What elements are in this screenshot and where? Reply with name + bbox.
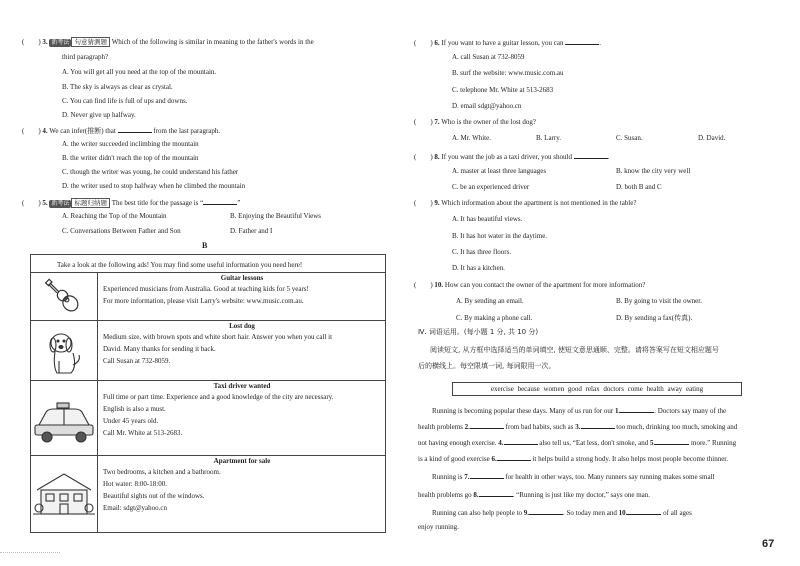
instructions-line-1: 阅读短文, 从方框中选择适当的单词填空, 使短文意思通顺、完整。请将答案写在短文相应题号 bbox=[430, 346, 719, 354]
taxi-icon bbox=[31, 381, 97, 456]
ads-intro: Take a look at the following ads! You may find some useful information you need here! bbox=[57, 261, 303, 269]
page-number: 67 bbox=[762, 538, 775, 550]
question-7: ( ) 7. Who is the owner of the lost dog? bbox=[414, 118, 536, 126]
q8-option-d: D. both B and C bbox=[616, 183, 662, 191]
q4-option-c: C. though the writer was young, he could understand his father bbox=[62, 168, 239, 176]
house-icon bbox=[31, 456, 97, 533]
answer-blank[interactable] bbox=[470, 471, 504, 479]
q7-option-a: A. Mr. White. bbox=[452, 134, 491, 142]
q3-option-b: B. The sky is always as clear as crystal. bbox=[62, 83, 173, 91]
ad-title: Taxi driver wanted bbox=[213, 382, 271, 390]
q9-option-b: B. It has hot water in the daytime. bbox=[452, 232, 548, 240]
tag-label: 标题归纳题 bbox=[71, 198, 110, 208]
answer-blank[interactable] bbox=[203, 197, 237, 205]
new-exam-tag: 新考法 bbox=[51, 200, 70, 207]
instructions-line-2: 后的横线上。每空限填一词, 每词限用一次。 bbox=[418, 362, 556, 370]
question-3-cont: third paragraph? bbox=[62, 53, 109, 61]
tag-label: 句意猜测题 bbox=[71, 37, 110, 47]
passage-line: is a kind of good exercise 6. it helps build a strong body. It also helps most people become thinner. bbox=[418, 455, 728, 463]
answer-blank[interactable] bbox=[497, 453, 531, 461]
ads-table bbox=[30, 254, 386, 533]
word-bank: exercise because women good relax doctors come health away eating bbox=[452, 382, 742, 396]
question-10: ( ) 10. How can you contact the owner of the apartment for more information? bbox=[414, 281, 646, 289]
answer-blank[interactable] bbox=[118, 125, 152, 133]
passage-line: Running is becoming popular these days. Many of us run for our 1. . Doctors say many of the bbox=[432, 407, 727, 415]
question-5: ( ) 5. 新考法 标题归纳题 The best title for the passage is “ ” bbox=[22, 199, 241, 207]
q3-option-c: C. You can find life is full of ups and downs. bbox=[62, 97, 188, 105]
dog-icon bbox=[31, 321, 97, 381]
q7-option-c: C. Susan. bbox=[616, 134, 643, 142]
q9-option-d: D. It has a kitchen. bbox=[452, 264, 505, 272]
q4-option-a: A. the writer succeeded inclimbing the mountain bbox=[62, 140, 199, 148]
ad-apartment-row: Apartment for sale Two bedrooms, a kitchen and a bathroom. Hot water: 8:00-18:00. Beautiful sights out of the windows. Email: sdgt@yahoo.cn bbox=[31, 455, 385, 533]
section-letter: B bbox=[202, 241, 208, 250]
q3-option-a: A. You will get all you need at the top of the mountain. bbox=[62, 68, 217, 76]
divider bbox=[0, 552, 60, 553]
q9-option-c: C. It has three floors. bbox=[452, 248, 512, 256]
passage-line: not having enough exercise. 4. also tell us, “Eat less, don't smoke, and 5. more.” Running bbox=[418, 439, 737, 447]
q4-option-d: D. the writer used to stop halfway when he climbed the mountain bbox=[62, 182, 246, 190]
q10-option-b: B. By going to visit the owner. bbox=[616, 297, 702, 305]
passage-line: health problems go 8. . “Running is just like my doctor,” says one man. bbox=[418, 491, 651, 499]
q6-option-b: B. surf the website: www.music.com.au bbox=[452, 69, 564, 77]
q7-option-b: B. Larry. bbox=[536, 134, 562, 142]
ad-guitar-row: Guitar lessons Experienced musicians from Australia. Good at teaching kids for 5 years! For more information, please visit Larry's website: www.music.com.au. bbox=[31, 272, 385, 321]
q8-option-b: B. know the city very well bbox=[616, 167, 691, 175]
answer-blank[interactable] bbox=[620, 405, 654, 413]
answer-blank[interactable] bbox=[655, 437, 689, 445]
ad-taxi-row: Taxi driver wanted Full time or part time. Experience and a good knowledge of the city are necessary. English is also a must. Under 45 years old. Call Mr. White at 513-2683. bbox=[31, 380, 385, 456]
question-3: ( ) 3. 新考法 句意猜测题 Which of the following is similar in meaning to the father's words in the bbox=[22, 38, 314, 46]
answer-blank[interactable] bbox=[529, 507, 563, 515]
new-exam-tag: 新考法 bbox=[51, 39, 70, 46]
answer-blank[interactable] bbox=[479, 489, 513, 497]
answer-blank[interactable] bbox=[565, 37, 599, 45]
section-4-title: Ⅳ. 词语运用。(每小题 1 分, 共 10 分) bbox=[418, 328, 539, 336]
answer-blank[interactable] bbox=[627, 507, 661, 515]
q10-option-c: C. By making a phone call. bbox=[456, 314, 533, 322]
q5-option-d: D. Father and I bbox=[230, 227, 273, 235]
q7-option-d: D. David. bbox=[698, 134, 726, 142]
answer-blank[interactable] bbox=[581, 421, 615, 429]
q5-option-c: C. Conversations Between Father and Son bbox=[62, 227, 181, 235]
guitar-icon bbox=[31, 273, 97, 321]
passage-line: Running is 7. for health in other ways, too. Many runners say running makes some small bbox=[432, 473, 715, 481]
q8-option-c: C. be an experienced driver bbox=[452, 183, 530, 191]
passage-line: Running can also help people to 9. . So today men and 10. of all ages bbox=[432, 509, 692, 517]
question-9: ( ) 9. Which information about the apartment is not mentioned in the table? bbox=[414, 199, 637, 207]
question-8: ( ) 8. If you want the job as a taxi driver, you should . bbox=[414, 153, 610, 161]
q4-option-b: B. the writer didn't reach the top of the mountain bbox=[62, 154, 199, 162]
q10-option-a: A. By sending an email. bbox=[456, 297, 524, 305]
ad-title: Lost dog bbox=[229, 322, 255, 330]
question-4: ( ) 4. We can infer(推断) that from the last paragraph. bbox=[22, 127, 221, 135]
passage-line: health problems 2. from bad habits, such as 3. too much, drinking too much, smoking and bbox=[418, 423, 738, 431]
passage-line: enjoy running. bbox=[418, 523, 459, 531]
q8-option-a: A. master at least three languages bbox=[452, 167, 547, 175]
q6-option-c: C. telephone Mr. White at 513-2683 bbox=[452, 86, 554, 94]
q3-option-d: D. Never give up halfway. bbox=[62, 111, 136, 119]
question-6: ( ) 6. If you want to have a guitar lesson, you can . bbox=[414, 39, 601, 47]
q10-option-d: D. By sending a fax(传真). bbox=[616, 314, 693, 322]
q6-option-d: D. email sdgt@yahoo.cn bbox=[452, 102, 522, 110]
answer-blank[interactable] bbox=[470, 421, 504, 429]
q9-option-a: A. It has beautiful views. bbox=[452, 215, 523, 223]
left-page bbox=[0, 0, 392, 566]
ad-dog-row: Lost dog Medium size, with brown spots and white short hair. Answer you when you call it David. Many thanks for sending it back. Call Susan at 732-8059. bbox=[31, 320, 385, 381]
answer-blank[interactable] bbox=[504, 437, 538, 445]
q5-option-a: A. Reaching the Top of the Mountain bbox=[62, 212, 167, 220]
ad-title: Guitar lessons bbox=[220, 274, 264, 282]
q5-option-b: B. Enjoying the Beautiful Views bbox=[230, 212, 322, 220]
answer-blank[interactable] bbox=[574, 151, 608, 159]
ad-title: Apartment for sale bbox=[213, 457, 271, 465]
q6-option-a: A. call Susan at 732-8059 bbox=[452, 53, 525, 61]
